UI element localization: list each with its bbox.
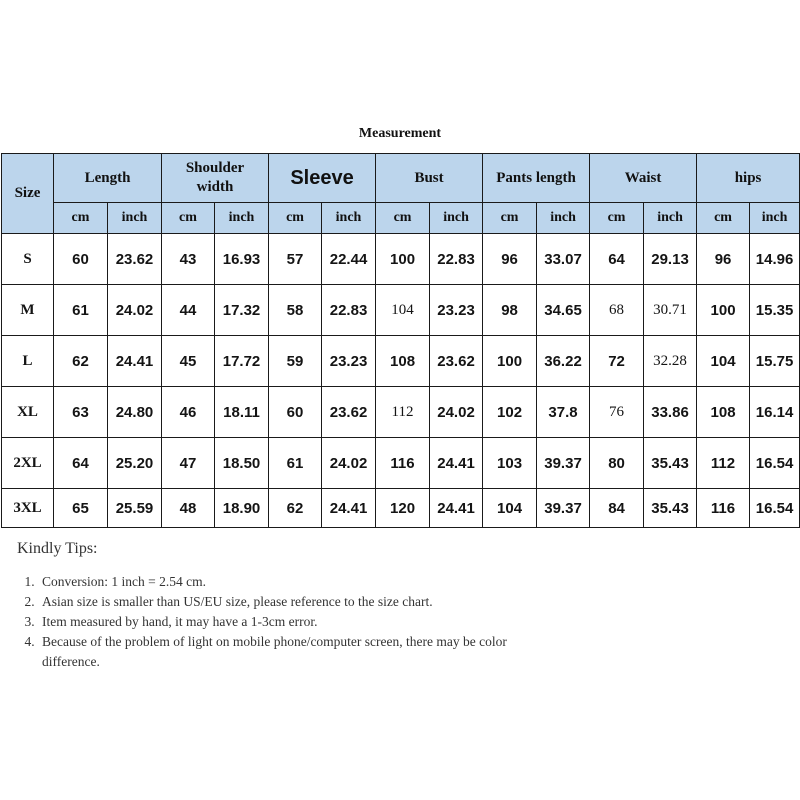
table-cell: 25.20 bbox=[108, 438, 162, 489]
size-label: M bbox=[2, 285, 54, 336]
table-cell: 16.93 bbox=[215, 234, 269, 285]
table-cell: 16.54 bbox=[750, 489, 800, 528]
table-cell: 72 bbox=[590, 336, 644, 387]
table-cell: 32.28 bbox=[644, 336, 697, 387]
table-cell: 23.62 bbox=[322, 387, 376, 438]
table-row bbox=[2, 285, 800, 336]
table-cell: 25.59 bbox=[108, 489, 162, 528]
table-cell: 35.43 bbox=[644, 489, 697, 528]
header-shoulder-width: Shoulder width bbox=[162, 154, 269, 203]
table-cell: 18.90 bbox=[215, 489, 269, 528]
table-cell: 16.54 bbox=[750, 438, 800, 489]
table-row bbox=[2, 438, 800, 489]
table-cell: 104 bbox=[483, 489, 537, 528]
table-cell: 46 bbox=[162, 387, 215, 438]
size-label: L bbox=[2, 336, 54, 387]
table-cell: 63 bbox=[54, 387, 108, 438]
table-cell: 102 bbox=[483, 387, 537, 438]
header-length: Length bbox=[54, 154, 162, 203]
table-cell: 30.71 bbox=[644, 285, 697, 336]
table-cell: 57 bbox=[269, 234, 322, 285]
table-cell: 39.37 bbox=[537, 489, 590, 528]
table-cell: 24.02 bbox=[430, 387, 483, 438]
size-label: 2XL bbox=[2, 438, 54, 489]
unit-cm: cm bbox=[54, 203, 108, 234]
header-waist: Waist bbox=[590, 154, 697, 203]
table-cell: 48 bbox=[162, 489, 215, 528]
table-cell: 24.02 bbox=[108, 285, 162, 336]
header-pants-length: Pants length bbox=[483, 154, 590, 203]
table-cell: 108 bbox=[697, 387, 750, 438]
tip-item: 1. Conversion: 1 inch = 2.54 cm. bbox=[38, 572, 777, 592]
table-cell: 15.35 bbox=[750, 285, 800, 336]
table-cell: 116 bbox=[697, 489, 750, 528]
header-bust: Bust bbox=[376, 154, 483, 203]
table-cell: 34.65 bbox=[537, 285, 590, 336]
table-cell: 17.32 bbox=[215, 285, 269, 336]
table-cell: 108 bbox=[376, 336, 430, 387]
table-cell: 24.80 bbox=[108, 387, 162, 438]
table-cell: 64 bbox=[590, 234, 644, 285]
table-cell: 29.13 bbox=[644, 234, 697, 285]
table-cell: 15.75 bbox=[750, 336, 800, 387]
table-cell: 18.50 bbox=[215, 438, 269, 489]
unit-inch: inch bbox=[322, 203, 376, 234]
header-sleeve: Sleeve bbox=[269, 154, 376, 203]
table-cell: 104 bbox=[697, 336, 750, 387]
table-cell: 96 bbox=[483, 234, 537, 285]
table-title: Measurement bbox=[358, 126, 442, 141]
table-cell: 61 bbox=[269, 438, 322, 489]
table-cell: 103 bbox=[483, 438, 537, 489]
table-cell: 64 bbox=[54, 438, 108, 489]
table-cell: 80 bbox=[590, 438, 644, 489]
table-cell: 36.22 bbox=[537, 336, 590, 387]
table-cell: 16.14 bbox=[750, 387, 800, 438]
unit-cm: cm bbox=[483, 203, 537, 234]
table-cell: 33.07 bbox=[537, 234, 590, 285]
table-cell: 23.62 bbox=[430, 336, 483, 387]
unit-inch: inch bbox=[430, 203, 483, 234]
table-cell: 100 bbox=[483, 336, 537, 387]
table-cell: 22.44 bbox=[322, 234, 376, 285]
table-cell: 76 bbox=[590, 387, 644, 438]
unit-inch: inch bbox=[644, 203, 697, 234]
table-cell: 62 bbox=[269, 489, 322, 528]
table-cell: 17.72 bbox=[215, 336, 269, 387]
table-cell: 59 bbox=[269, 336, 322, 387]
table-cell: 23.62 bbox=[108, 234, 162, 285]
table-cell: 35.43 bbox=[644, 438, 697, 489]
header-size: Size bbox=[2, 154, 54, 234]
table-cell: 112 bbox=[376, 387, 430, 438]
table-cell: 60 bbox=[269, 387, 322, 438]
table-cell: 43 bbox=[162, 234, 215, 285]
tip-item: 3. Item measured by hand, it may have a 1-3cm error. bbox=[38, 612, 777, 632]
table-cell: 24.41 bbox=[430, 438, 483, 489]
size-label: XL bbox=[2, 387, 54, 438]
unit-inch: inch bbox=[750, 203, 800, 234]
table-row bbox=[2, 489, 800, 528]
unit-cm: cm bbox=[697, 203, 750, 234]
table-cell: 62 bbox=[54, 336, 108, 387]
unit-inch: inch bbox=[215, 203, 269, 234]
unit-inch: inch bbox=[108, 203, 162, 234]
table-cell: 47 bbox=[162, 438, 215, 489]
table-row bbox=[2, 336, 800, 387]
table-cell: 24.41 bbox=[430, 489, 483, 528]
unit-inch: inch bbox=[537, 203, 590, 234]
table-cell: 68 bbox=[590, 285, 644, 336]
table-cell: 24.02 bbox=[322, 438, 376, 489]
table-cell: 60 bbox=[54, 234, 108, 285]
table-row bbox=[2, 387, 800, 438]
header-hips: hips bbox=[697, 154, 800, 203]
table-cell: 61 bbox=[54, 285, 108, 336]
table-cell: 120 bbox=[376, 489, 430, 528]
unit-cm: cm bbox=[376, 203, 430, 234]
size-label: S bbox=[2, 234, 54, 285]
table-cell: 37.8 bbox=[537, 387, 590, 438]
table-cell: 104 bbox=[376, 285, 430, 336]
size-label: 3XL bbox=[2, 489, 54, 528]
table-cell: 65 bbox=[54, 489, 108, 528]
table-cell: 14.96 bbox=[750, 234, 800, 285]
unit-cm: cm bbox=[590, 203, 644, 234]
table-cell: 100 bbox=[376, 234, 430, 285]
table-cell: 112 bbox=[697, 438, 750, 489]
table-cell: 96 bbox=[697, 234, 750, 285]
table-cell: 44 bbox=[162, 285, 215, 336]
unit-cm: cm bbox=[162, 203, 215, 234]
kindly-tips bbox=[17, 540, 777, 672]
size-chart-table bbox=[1, 153, 800, 528]
table-cell: 116 bbox=[376, 438, 430, 489]
table-cell: 22.83 bbox=[322, 285, 376, 336]
table-cell: 24.41 bbox=[108, 336, 162, 387]
table-cell: 23.23 bbox=[430, 285, 483, 336]
table-cell: 39.37 bbox=[537, 438, 590, 489]
table-cell: 84 bbox=[590, 489, 644, 528]
table-cell: 98 bbox=[483, 285, 537, 336]
table-cell: 24.41 bbox=[322, 489, 376, 528]
table-cell: 18.11 bbox=[215, 387, 269, 438]
table-cell: 23.23 bbox=[322, 336, 376, 387]
table-cell: 100 bbox=[697, 285, 750, 336]
table-cell: 58 bbox=[269, 285, 322, 336]
table-cell: 22.83 bbox=[430, 234, 483, 285]
tips-list bbox=[17, 572, 777, 672]
tips-heading: Kindly Tips: bbox=[17, 540, 98, 557]
table-row bbox=[2, 234, 800, 285]
unit-cm: cm bbox=[269, 203, 322, 234]
tip-item: 2. Asian size is smaller than US/EU size, please reference to the size chart. bbox=[38, 592, 777, 612]
table-cell: 45 bbox=[162, 336, 215, 387]
table-cell: 33.86 bbox=[644, 387, 697, 438]
tip-item: 4. Because of the problem of light on mobile phone/computer screen, there may be color difference. bbox=[38, 632, 542, 672]
